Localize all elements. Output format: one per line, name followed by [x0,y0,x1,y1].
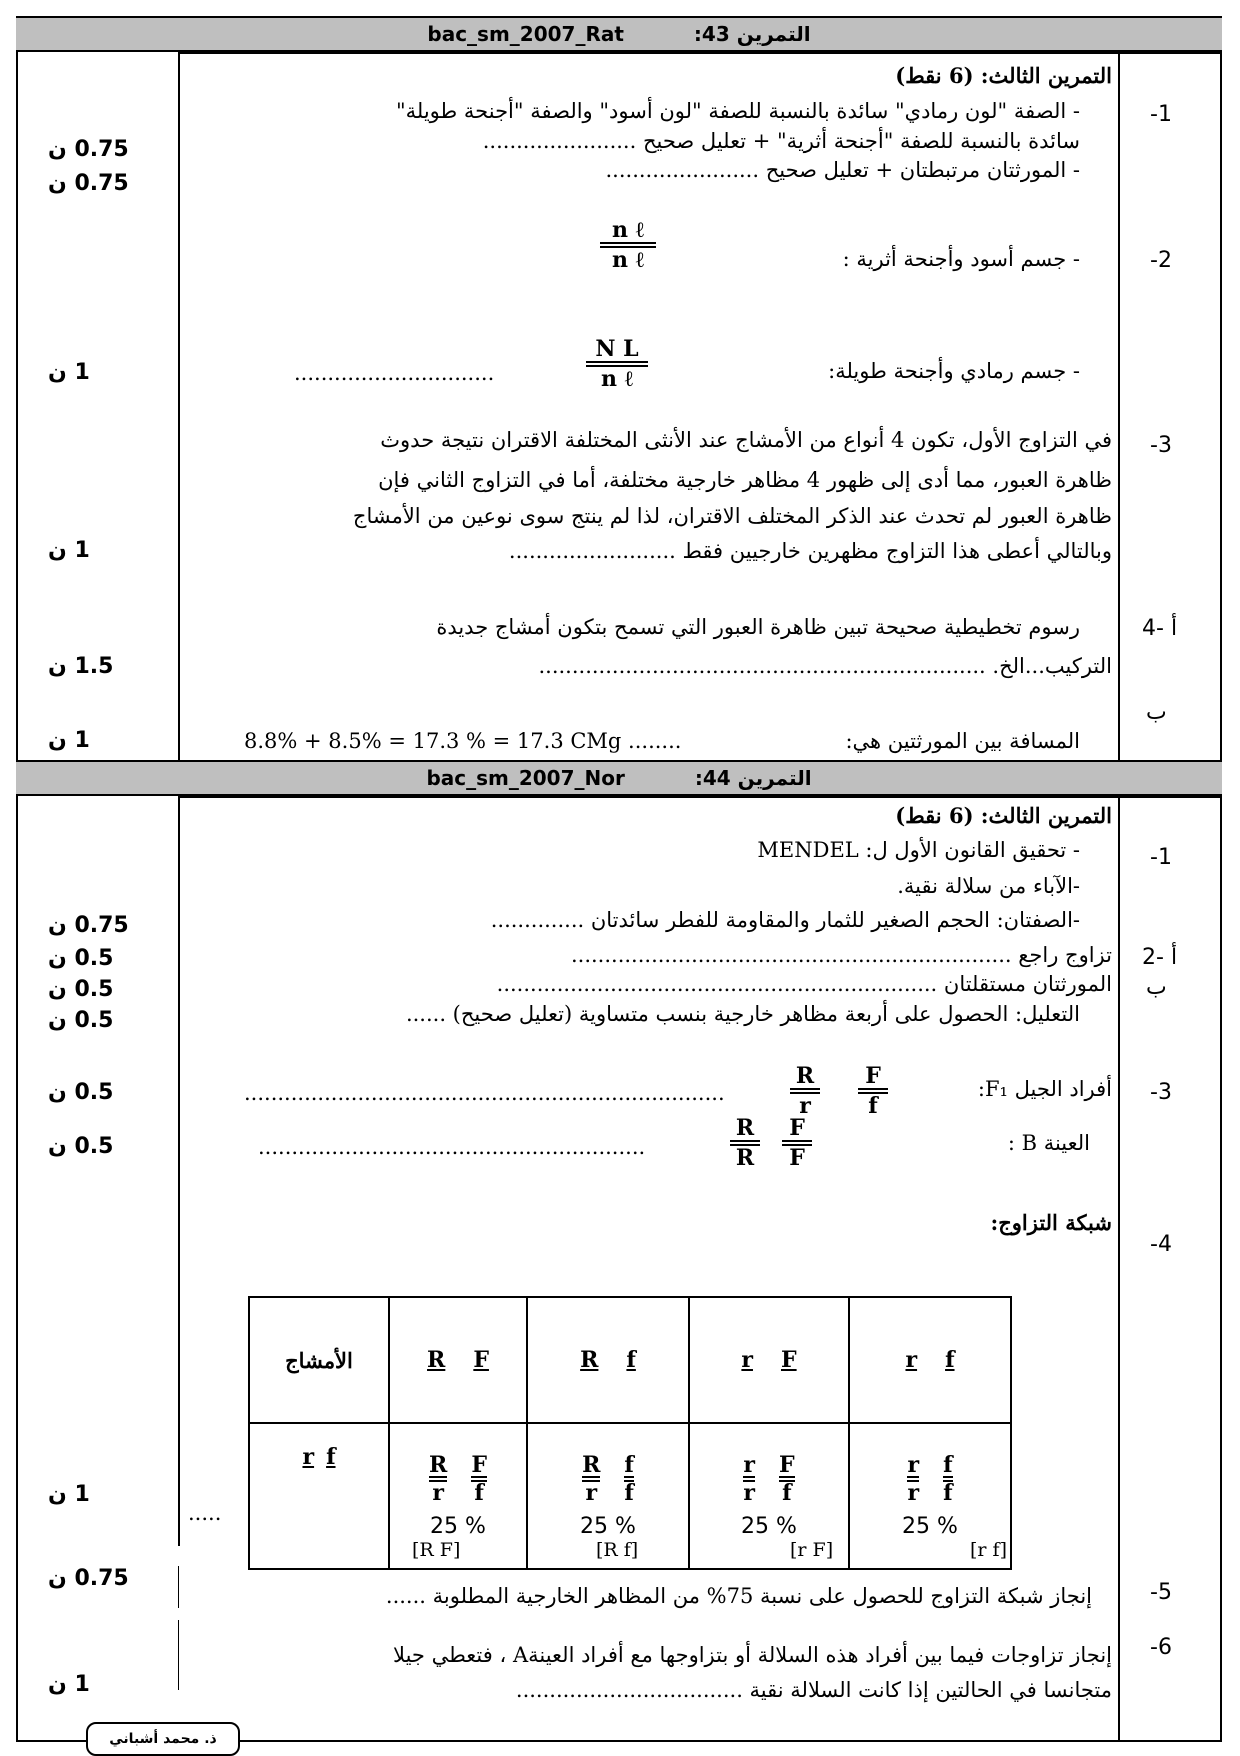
q3-f1-dots: ........................................................................ [244,1081,725,1105]
column-divider-left [178,1566,179,1608]
fraction-top: r [907,1451,920,1478]
q2-number: 2- أ [1142,945,1178,970]
fraction-top: r [743,1451,755,1478]
author-signature: ذ. محمد أشباني [86,1722,240,1756]
q1-line-1: - تحقيق القانون الأول ل: MENDEL [757,838,1080,862]
fraction-bottom: f [474,1479,484,1506]
exercise-43-title: التمرين الثالث: (6 نقط) [895,63,1112,88]
phenotype-1: [R F] [412,1539,461,1561]
fraction-bottom: r [799,1093,811,1119]
fraction-top: f [624,1451,634,1478]
q1-line-1: - الصفة "لون رمادي" سائدة بالنسبة للصفة "لون أسود" والصفة "أجنحة طويلة" [395,99,1080,123]
fraction-bottom: r [743,1479,755,1506]
fraction-top: N L [595,336,639,362]
allele: F [473,1347,489,1373]
fraction-top: F [471,1451,487,1478]
q3-points-2: 0.5 ن [48,1134,114,1159]
q3-number: -3 [1150,1080,1172,1105]
q6-points: 1 ن [48,1672,90,1697]
q5-number: -5 [1150,1580,1172,1605]
q3-line-1: في التزاوج الأول، تكون 4 أنواع من الأمشاج عند الأنثى المختلفة الاقتران نتيجة حدوث [380,428,1112,452]
q2-points-2: 0.5 ن [48,977,114,1002]
column-divider-left [178,1620,179,1690]
q5-text: إنجاز شبكة التزاوج للحصول على نسبة 75% من المظاهر الخارجية المطلوبة ...... [385,1584,1092,1608]
q2-dots: .............................. [294,361,495,385]
allele: r [302,1444,315,1470]
gamete-row [249,1423,389,1569]
fraction-top: R [795,1063,815,1089]
exercise-43-number: التمرين 43: [693,22,811,46]
q4-number: 4- أ [1142,616,1178,641]
q2-points: 1 ن [48,360,90,385]
gamete-col-4 [849,1297,1011,1423]
exercise-44-title: التمرين الثالث: (6 نقط) [895,803,1112,828]
fraction-bottom: r [432,1479,444,1506]
b-fraction-f [782,1116,812,1170]
fraction [429,1451,448,1506]
allele: R [580,1347,599,1373]
allele: F [780,1347,797,1373]
fraction-bottom: f [782,1479,792,1506]
q3-b-label: العينة B : [1007,1131,1090,1155]
fraction-bottom: f [868,1093,878,1119]
fraction-top: F [789,1115,805,1141]
percentage: 25 % [902,1513,958,1539]
allele: r [905,1347,918,1373]
q3-line-3: ظاهرة العبور لم تحدث عند الذكر المختلف الاقتران، لذا لم ينتج سوى نوعين من الأمشاج [352,504,1112,528]
fraction-top: R [429,1451,448,1478]
genotype-black-vestigial [600,218,656,272]
q4-line-1: رسوم تخطيطية صحيحة تبين ظاهرة العبور التي تسمح بتكون أمشاج جديدة [436,615,1080,639]
q4-distance-label: المسافة بين المورثتين هي: [845,729,1080,753]
gamete-col-1 [389,1297,527,1423]
q6-line-2: متجانسا في الحالتين إذا كانت السلالة نقية .................................. [515,1678,1112,1702]
q4-title: شبكة التزاوج: [990,1210,1112,1235]
q3-number: -3 [1150,433,1172,458]
phenotype-3: [r F] [790,1539,834,1561]
q2-number: -2 [1150,248,1172,273]
percentage: 25 % [741,1513,797,1539]
allele: r [741,1347,753,1373]
fraction-top: F [778,1451,795,1478]
exercise-44-code: bac_sm_2007_Nor [426,766,625,790]
f1-fraction-f [858,1064,888,1118]
q4-points-b: 1 ن [48,728,90,753]
fraction-bottom: f [943,1479,953,1506]
fraction [943,1451,953,1506]
q1-number: -1 [1150,845,1172,870]
q3-line-2: ظاهرة العبور، مما أدى إلى ظهور 4 مظاهر خارجية مختلفة، أما في التزاوج الثاني فإن [378,468,1112,492]
q1-line-3: -الصفتان: الحجم الصغير للثمار والمقاومة للفطر سائدتان .............. [490,908,1080,932]
fraction-top: R [582,1451,601,1478]
q4-number: -4 [1150,1232,1172,1257]
fraction-bottom: n ℓ [601,366,633,392]
q4-distance-value: 8.8% + 8.5% = 17.3 % = 17.3 CMg ........ [244,729,682,753]
q4-line-2: التركيب...الخ. ................................................................... [538,654,1112,678]
column-divider-left [178,52,180,760]
q4-points: 1 ن [48,1482,90,1507]
column-divider-left [178,796,180,1546]
fraction [743,1451,755,1506]
fraction [778,1451,795,1506]
q2-points-3: 0.5 ن [48,1008,114,1033]
q1-number: -1 [1150,102,1172,127]
q2-line-2: المورثتان مستقلتان .................................................................. [496,972,1112,996]
q2-line-3: التعليل: الحصول على أربعة مظاهر خارجية بنسب متساوية (تعليل صحيح) ...... [405,1002,1080,1026]
fraction-bottom: f [624,1479,634,1506]
allele: R [427,1347,446,1373]
q1-line-3: - المورثتان مرتبطتان + تعليل صحيح ....................... [605,158,1080,182]
q2-points-1: 0.5 ن [48,946,114,971]
exercise-44-number: التمرين 44: [694,766,812,790]
q4-points-a: 1.5 ن [48,654,114,679]
fraction [907,1451,920,1506]
fraction [471,1451,487,1506]
phenotype-4: [r f] [970,1539,1007,1561]
fraction-top: f [943,1451,953,1478]
q1-points-1: 0.75 ن [48,137,129,162]
q3-line-4: وبالتالي أعطى هذا التزاوج مظهرين خارجيين فقط ......................... [508,539,1112,563]
exercise-43-header [16,16,1222,52]
q6-number: -6 [1150,1635,1172,1660]
allele: f [945,1347,955,1373]
genotype-grey-long [586,337,648,391]
fraction [582,1451,601,1506]
exercise-44-header [16,760,1222,796]
q1-line-2: سائدة بالنسبة للصفة "أجنحة أثرية" + تعليل صحيح ....................... [482,129,1080,153]
fraction [624,1451,634,1506]
fraction-top: R [735,1115,755,1141]
q1-points: 0.75 ن [48,913,129,938]
q2-sub-b: ب [1146,975,1167,1000]
q5-points: 0.75 ن [48,1566,129,1591]
exercise-43-code: bac_sm_2007_Rat [427,22,624,46]
q2-grey-label: - جسم رمادي وأجنحة طويلة: [828,359,1080,383]
gamete-col-2 [527,1297,689,1423]
percentage: 25 % [580,1513,636,1539]
q2-line-1: تزاوج راجع .................................................................. [570,943,1112,967]
q1-line-2: -الآباء من سلالة نقية. [897,874,1080,898]
q2-black-label: - جسم أسود وأجنحة أثرية : [842,247,1080,271]
percentage: 25 % [430,1513,486,1539]
b-fraction-r [730,1116,760,1170]
q4-sub-b: ب [1146,700,1167,725]
divider [178,52,1222,54]
fraction-bottom: r [585,1479,598,1506]
column-divider-right [1118,52,1120,760]
q3-f1-label: أفراد الجيل F₁: [977,1077,1112,1101]
allele: f [326,1444,336,1470]
q6-line-1: إنجاز تزاوجات فيما بين أفراد هذه السلالة أو بتزاوجها مع أفراد العينةA ، فتعطي جيلا [393,1643,1112,1667]
q3-points: 1 ن [48,538,90,563]
gamete-col-3 [689,1297,849,1423]
q1-points-2: 0.75 ن [48,171,129,196]
allele: f [626,1347,636,1373]
gametes-header: الأمشاج [249,1297,389,1423]
column-divider-right [1118,796,1120,1742]
q3-points-1: 0.5 ن [48,1080,114,1105]
q4-dots: ..... [188,1501,222,1525]
fraction-bottom: r [907,1479,920,1506]
fraction-top: n ℓ [612,217,644,243]
phenotype-2: [R f] [596,1539,639,1561]
fraction-bottom: n ℓ [612,247,644,273]
divider [178,796,1222,798]
crossing-grid [248,1296,1012,1570]
f1-fraction-r [790,1064,820,1118]
fraction-bottom: F [789,1145,805,1171]
fraction-top: F [865,1063,881,1089]
q3-b-dots: .......................................................... [258,1135,646,1159]
fraction-bottom: R [735,1145,755,1171]
